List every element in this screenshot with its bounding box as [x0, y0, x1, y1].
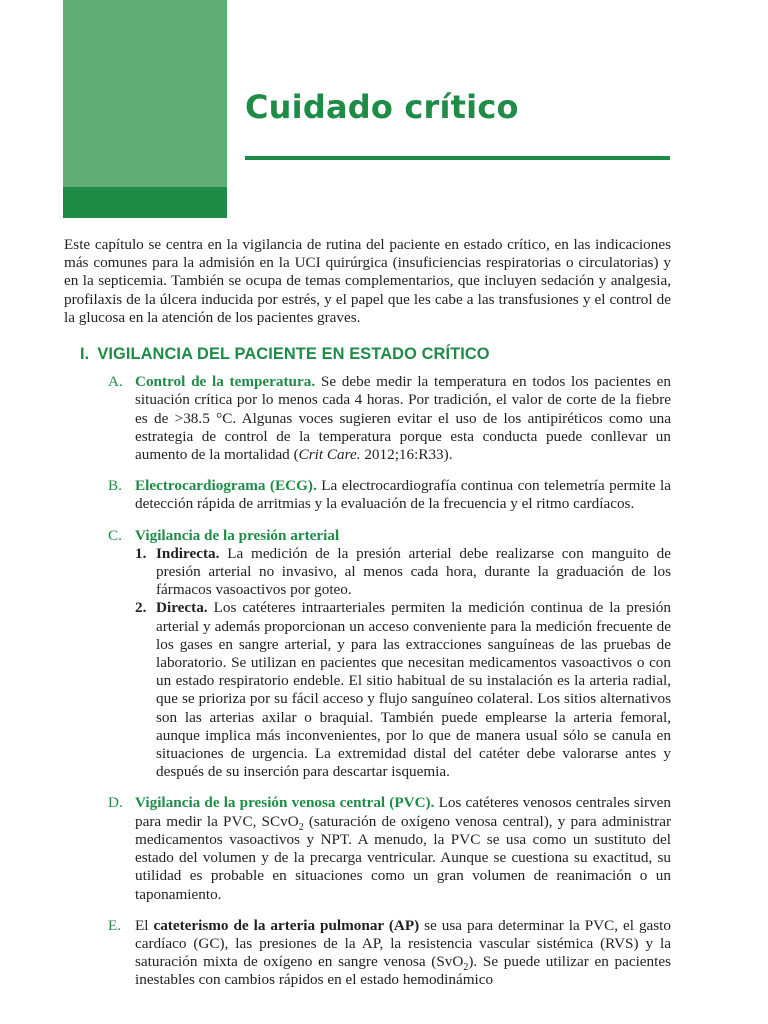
item-a-citation: Crit Care.: [298, 446, 361, 464]
subitem-1: [64, 545, 671, 600]
item-b-text: La electrocardiografía continua con telemetría permite la detección rápida de arritmias y la evaluación de la frecuencia y el ritmo cardíacos.: [135, 477, 671, 513]
item-d-text-2: (saturación de oxígeno venosa central), y para administrar medicamentos vasoactivos y NPT. A menudo, la PVC se usa como un sustituto del estado del volumen y de la precarga ventricular. Aunque se cuestiona su exactitud, su utilidad es probable en situaciones como un gran volumen de reanimación o un taponamiento.: [135, 812, 672, 903]
item-e-text-1: se usa para determinar la PVC, el gasto cardíaco (GC), las presiones de la AP, la resistencia vascular sistémica (RVS) y la saturación mixta de oxígeno en sangre venosa (SvO: [135, 916, 671, 971]
subitem-1-text: La medición de la presión arterial debe realizarse con manguito de presión arterial no invasivo, al menos cada hora, durante la graduación de los fármacos vasoactivos por goteo.: [156, 544, 671, 599]
item-b: [64, 477, 671, 513]
item-e-text-2: ). Se puede utilizar en pacientes inestables con cambios rápidos en el estado hemodinámico: [135, 953, 671, 989]
item-a-citation-rest: 2012;16:R33).: [360, 446, 453, 464]
intro-paragraph: Este capítulo se centra en la vigilancia de rutina del paciente en estado crítico, en las indicaciones más comunes para la admisión en la UCI quirúrgica (insuficiencias respiratorias o circulatorias) y en la septicemia. También se ocupa de temas complementarios, que incluyen sedación y analgesia, profilaxis de la úlcera inducida por estrés, y el papel que les cabe a las transfusiones y el control de la glucosa en la atención de los pacientes graves.: [64, 236, 671, 326]
subitem-2: [64, 599, 671, 781]
item-a: [64, 373, 671, 464]
section-heading: [80, 345, 671, 363]
chapter-title: Cuidado crítico: [245, 88, 519, 126]
title-rule: [245, 156, 670, 160]
item-a-paragraph: [135, 373, 671, 464]
subscript: 2: [298, 821, 304, 833]
item-letter: C.: [108, 526, 122, 544]
subitem-1-heading: Indirecta.: [156, 544, 220, 562]
item-letter: D.: [108, 794, 123, 812]
item-b-paragraph: [135, 477, 671, 513]
subitem-number: 1.: [135, 544, 147, 562]
subitem-2-paragraph: [156, 599, 671, 781]
item-d: [64, 794, 671, 903]
subitem-number: 2.: [135, 599, 147, 617]
item-d-paragraph: [135, 794, 671, 903]
item-e-text-start: El: [135, 916, 154, 934]
subscript: 2: [463, 962, 469, 974]
item-e-bold-term: cateterismo de la arteria pulmonar (AP): [153, 916, 420, 934]
item-e: [64, 917, 671, 990]
item-letter: B.: [108, 477, 122, 495]
item-c: [64, 527, 671, 782]
subitem-2-text: Los catéteres intraarteriales permiten la medición continua de la presión arterial y además proporcionan un acceso conveniente para la medición frecuente de los gases en sangre arterial, y para las extracciones sanguíneas de las pruebas de laboratorio. Se utilizan en pacientes que necesitan medicamentos vasoactivos o con un estado respiratorio endeble. El sitio habitual de su instalación es la arteria radial, que se prioriza por su fácil acceso y flujo sanguíneo colateral. Los sitios alternativos son las arterias axilar o braquial. También puede emplearse la arteria femoral, aunque implica más inconvenientes, por lo que de manera usual sólo se canula en situaciones de urgencia. La extremidad distal del catéter debe valorarse antes y después de su inserción para descartar isquemia.: [156, 599, 671, 781]
item-b-heading: Electrocardiograma (ECG).: [135, 477, 317, 495]
subitem-2-heading: Directa.: [156, 599, 208, 617]
subitem-1-paragraph: [156, 545, 671, 600]
item-c-heading: Vigilancia de la presión arterial: [135, 526, 340, 544]
item-e-paragraph: [135, 917, 671, 990]
section-title: VIGILANCIA DEL PACIENTE EN ESTADO CRÍTICO: [97, 345, 490, 364]
item-d-text-1: Los catéteres venosos centrales sirven para medir la PVC, SCvO: [135, 794, 672, 830]
item-a-heading: Control de la temperatura.: [135, 373, 316, 391]
chapter-color-block: [63, 0, 227, 187]
item-letter: E.: [108, 916, 122, 934]
chapter-color-band: [63, 187, 227, 218]
section-number: I.: [80, 345, 90, 364]
item-letter: A.: [108, 373, 123, 391]
item-a-text: Se debe medir la temperatura en todos los pacientes en situación crítica por lo menos cada 4 horas. Por tradición, el valor de corte de la fiebre es de >38.5 °C. Algunas voces sugieren evitar el uso de los antipiréticos como una estrategia de control de la temperatura porque esta conducta puede conllevar un aumento de la mortalidad (: [135, 373, 671, 464]
item-c-heading-line: [135, 527, 671, 545]
page-body: [64, 236, 671, 1003]
item-d-heading: Vigilancia de la presión venosa central (PVC).: [135, 794, 435, 812]
